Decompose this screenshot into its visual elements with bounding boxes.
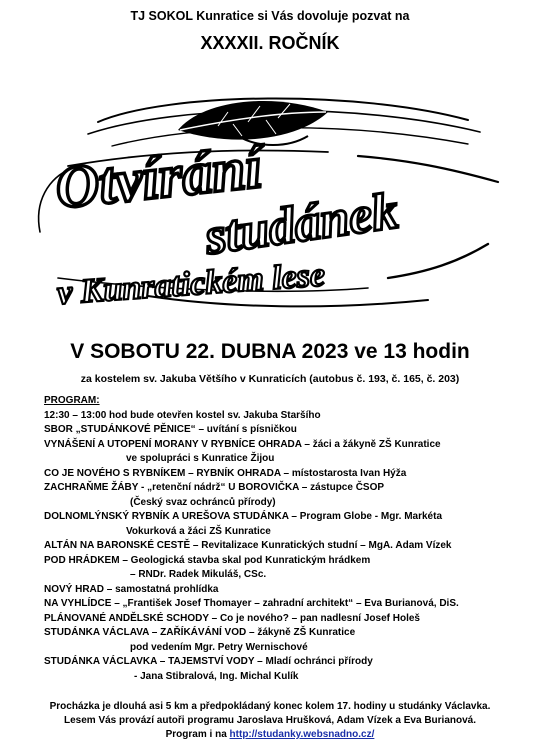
artwork-title-line3: v Kunratickém lese [55, 256, 327, 312]
artwork-title-line2: studánek [201, 182, 402, 266]
program-item-continued: Vokurková a žáci ZŠ Kunratice [126, 525, 271, 537]
program-item-continued: - Jana Stibralová, Ing. Michal Kulík [134, 670, 299, 682]
program-item: CO JE NOVÉHO S RYBNÍKEM – RYBNÍK OHRADA – místostarosta Ivan Hýža [44, 467, 407, 479]
event-venue: za kostelem sv. Jakuba Většího v Kunraticích (autobus č. 193, č. 165, č. 203) [80, 373, 460, 385]
footer-walk-info: Procházka je dlouhá asi 5 km a předpokládaný konec kolem 17. hodiny u studánky Václavka. [49, 701, 491, 712]
footer-guides: Lesem Vás provází autoři programu Jaroslava Hrušková, Adam Vízek a Eva Burianová. [63, 715, 477, 726]
program-item: STUDÁNKA VÁCLAVKA – TAJEMSTVÍ VODY – Mladí ochránci přírody [44, 656, 373, 667]
program-heading: PROGRAM: [44, 395, 100, 406]
program-item: PLÁNOVANÉ ANDĚLSKÉ SCHODY – Co je nového? – pan nadlesní Josef Holeš [44, 612, 420, 624]
program-item-continued: (Český svaz ochránců přírody) [130, 496, 276, 508]
program-list [44, 394, 514, 684]
program-item: 12:30 – 13:00 hod bude otevřen kostel sv. Jakuba Staršího [44, 409, 321, 421]
event-datetime: V SOBOTU 22. DUBNA 2023 ve 13 hodin [70, 340, 470, 363]
footer-program-prefix: Program i na [165, 729, 227, 740]
program-item-continued: – RNDr. Radek Mikuláš, CSc. [130, 569, 267, 580]
program-item: VYNÁŠENÍ A UTOPENÍ MORANY V RYBNÍCE OHRADA – žáci a žákyně ZŠ Kunratice [44, 438, 441, 450]
program-item-continued: pod vedením Mgr. Petry Wernischové [130, 641, 308, 653]
footer-program-link-line [0, 728, 540, 742]
program-website-link[interactable]: http://studanky.websnadno.cz/ [229, 729, 375, 740]
program-item: ALTÁN NA BARONSKÉ CESTĚ – Revitalizace Kunratických studní – MgA. Adam Vízek [44, 540, 452, 551]
poster-artwork [28, 82, 512, 322]
program-item: NA VYHLÍDCE – „František Josef Thomayer – zahradní architekt“ – Eva Burianová, DiS. [44, 598, 459, 609]
artwork-title-line1: Otvírání [52, 133, 265, 221]
invitation-intro: TJ SOKOL Kunratice si Vás dovoluje pozvat na [130, 9, 410, 23]
program-item: STUDÁNKA VÁCLAVA – ZAŘÍKÁVÁNÍ VOD – žákyně ZŠ Kunratice [44, 627, 356, 638]
program-item-continued: ve spolupráci s Kunratice Žijou [126, 453, 275, 464]
edition-title: XXXXII. ROČNÍK [200, 33, 340, 53]
program-item: NOVÝ HRAD – samostatná prohlídka [44, 583, 219, 595]
program-item: POD HRÁDKEM – Geologická stavba skal pod Kunratickým hrádkem [44, 554, 371, 566]
program-item: DOLNOMLÝNSKÝ RYBNÍK A UREŠOVA STUDÁNKA – Program Globe - Mgr. Markéta [44, 511, 443, 522]
footer [0, 700, 540, 742]
program-item: SBOR „STUDÁNKOVÉ PĚNICE“ – uvítání s písničkou [44, 424, 297, 435]
program-item: ZACHRAŇME ŽÁBY - „retenční nádrž“ U BOROVIČKA – zástupce ČSOP [44, 482, 385, 493]
